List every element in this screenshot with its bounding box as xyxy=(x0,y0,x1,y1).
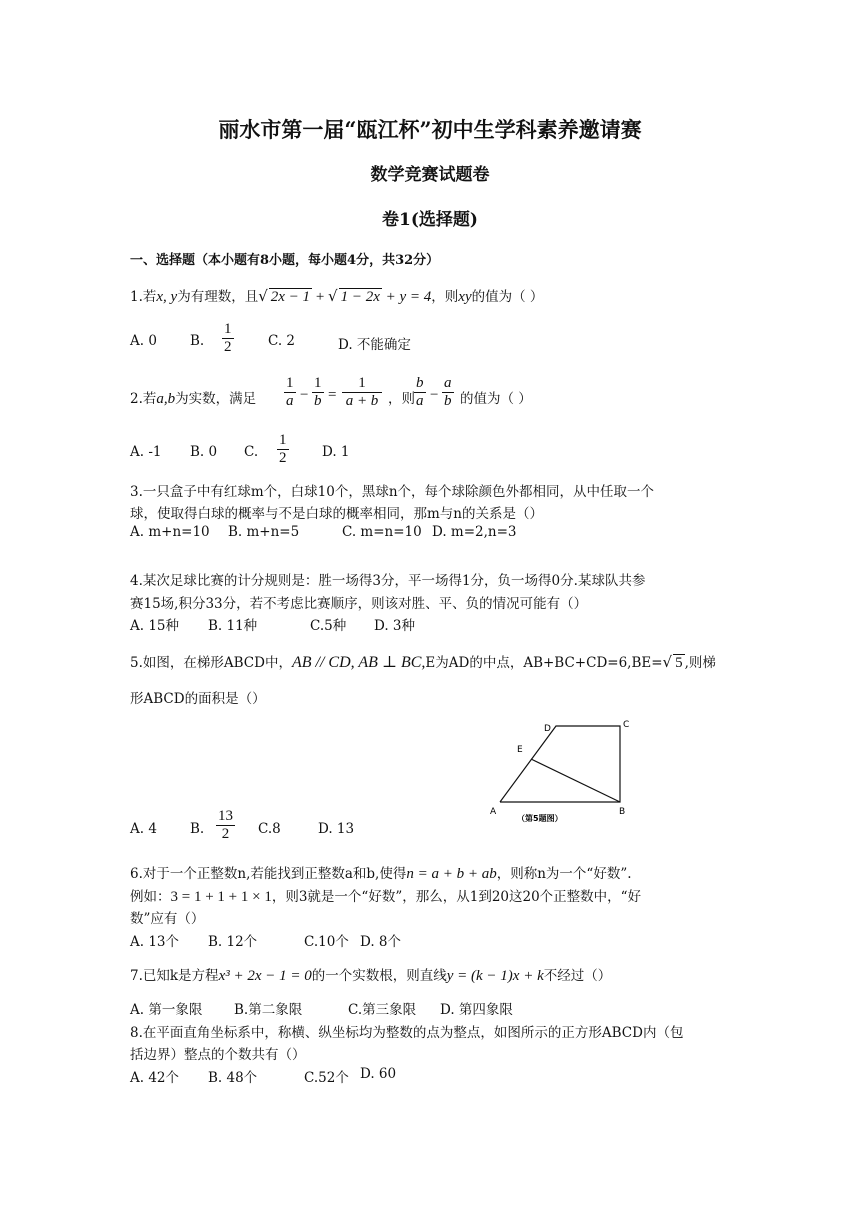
q8-option-c: C.52个 xyxy=(304,1070,349,1086)
question-7 xyxy=(130,964,611,985)
q2-fraction-1: $\frac{1}{a}$ xyxy=(286,375,294,409)
question-4-line-1: 4.某次足球比赛的计分规则是：胜一场得3分，平一场得1分，负一场得0分.某球队共参 xyxy=(130,573,646,589)
question-5-line-2: 形ABCD的面积是（） xyxy=(130,691,266,707)
q1-option-b: B. xyxy=(190,333,205,349)
q6-prefix: 6.对于一个正整数n,若能找到正整数a和b,使得 xyxy=(130,866,407,882)
q1-vars: x, y xyxy=(156,289,178,305)
q7-option-d: D. 第四象限 xyxy=(440,1002,513,1018)
q3-option-d: D. m=2,n=3 xyxy=(432,524,517,540)
q5-label-b: B xyxy=(619,807,626,817)
exam-subtitle: 数学竞赛试题卷 xyxy=(370,165,490,185)
q1-tail: + y = 4 xyxy=(381,289,432,305)
q4-option-c: C.5种 xyxy=(310,618,347,634)
q5-prefix: 5.如图，在梯形ABCD中， xyxy=(130,655,292,671)
q1-option-a: A. 0 xyxy=(130,333,157,349)
q1-xy: xy xyxy=(458,289,472,305)
q5-option-d: D. 13 xyxy=(318,821,355,837)
q5-label-a: A xyxy=(490,807,497,817)
q7-line-equation: y = (k − 1)x + k xyxy=(446,968,544,984)
q6-example-post: ，则3就是一个“好数”，那么，从1到20这20个正整数中，“好 xyxy=(271,889,642,905)
q1-radicand-2: 1 − 2x xyxy=(340,289,380,305)
question-3-line-1: 3.一只盒子中有红球m个，白球10个，黑球n个，每个球除颜色外都相同，从中任取一个 xyxy=(130,484,655,500)
q1-prefix: 1.若 xyxy=(130,289,157,305)
q2-vars: a,b xyxy=(156,391,176,407)
q2-fraction-4: $\frac{b}{a}$ xyxy=(416,375,424,409)
q5-label-c: C xyxy=(623,720,630,730)
question-3-line-2: 球，使取得白球的概率与不是白球的概率相同，那m与n的关系是（） xyxy=(130,506,543,522)
q5-figure-caption: （第5题图） xyxy=(517,814,563,823)
q6-example-prefix: 例如： xyxy=(130,889,171,905)
q5-radicand: 5 xyxy=(675,655,683,671)
q6-option-b: B. 12个 xyxy=(208,934,258,950)
q6-option-d: D. 8个 xyxy=(360,934,402,950)
exam-title: 丽水市第一届“瓯江杯”初中生学科素养邀请赛 xyxy=(218,117,642,142)
q8-option-b: B. 48个 xyxy=(208,1070,258,1086)
question-6-line-2 xyxy=(130,885,641,906)
q2-end: 的值为（ ） xyxy=(460,391,532,407)
q5-trapezoid-figure xyxy=(485,715,645,825)
q3-option-b: B. m+n=5 xyxy=(228,524,300,540)
q2-post: ，则 xyxy=(388,391,415,407)
question-1: 1.若x, y为有理数，且√ 2x − 1 + √ 1 − 2x + y = 4，则xy的值为（ ） xyxy=(130,287,544,305)
q5-label-d: D xyxy=(544,724,551,734)
q6-option-a: A. 13个 xyxy=(130,934,180,950)
q4-option-d: D. 3种 xyxy=(374,618,416,634)
q1-end: 的值为（ ） xyxy=(471,289,544,305)
question-8-line-1: 8.在平面直角坐标系中，称横、纵坐标均为整数的点为整点，如图所示的正方形ABCD内（包 xyxy=(130,1025,684,1041)
volume-label: 卷1(选择题) xyxy=(382,210,478,230)
q7-equation: x³ + 2x − 1 = 0 xyxy=(218,968,312,984)
question-6-line-1 xyxy=(130,862,632,883)
q3-option-a: A. m+n=10 xyxy=(130,524,210,540)
q2-mid: 为实数，满足 xyxy=(175,391,257,407)
q6-example-math: 3 = 1 + 1 + 1 × 1 xyxy=(170,889,272,905)
q2-option-c-fraction: $\frac{1}{2}$ xyxy=(279,432,287,466)
question-5-line-1: 5.如图，在梯形ABCD中，AB // CD, AB ⊥ BC,E为AD的中点，AB+BC+CD=6,BE=√ 5 ,则梯 xyxy=(130,653,716,671)
q7-option-c: C.第三象限 xyxy=(348,1002,417,1018)
q1-option-c: C. 2 xyxy=(268,333,296,349)
q5-post: ,则梯 xyxy=(684,655,716,671)
q5-mid: E为AD的中点，AB+BC+CD=6,BE= xyxy=(425,655,663,671)
q1-option-d: D. 不能确定 xyxy=(338,337,411,353)
q1-radicand-1: 2x − 1 xyxy=(270,289,311,305)
q7-post: 不经过（） xyxy=(543,968,612,984)
q7-mid: 的一个实数根，则直线 xyxy=(311,968,447,984)
q2-fraction-5: $\frac{a}{b}$ xyxy=(444,375,452,409)
q5-option-c: C.8 xyxy=(258,821,281,837)
question-8-line-2: 括边界）整点的个数共有（） xyxy=(130,1047,306,1063)
q2-prefix: 2.若 xyxy=(130,391,157,407)
q8-option-d: D. 60 xyxy=(360,1066,397,1082)
q7-option-b: B.第二象限 xyxy=(234,1002,303,1018)
q4-option-b: B. 11种 xyxy=(208,618,258,634)
q5-option-b: B. xyxy=(190,821,205,837)
q2-fraction-3: $\frac{1}{a + b}$ xyxy=(342,375,382,410)
q1-option-b-fraction: $\frac{1}{2}$ xyxy=(224,321,232,355)
q6-option-c: C.10个 xyxy=(304,934,349,950)
q1-mid: 为有理数，且 xyxy=(177,289,259,305)
q1-post: ，则 xyxy=(431,289,459,305)
q6-post: ，则称n为一个“好数”. xyxy=(496,866,632,882)
q2-option-d: D. 1 xyxy=(322,444,350,460)
q8-option-a: A. 42个 xyxy=(130,1070,180,1086)
section-heading: 一、选择题（本小题有8小题，每小题4分，共32分） xyxy=(130,253,440,268)
q5-option-b-fraction: $\frac{13}{2}$ xyxy=(218,808,233,842)
q5-math: AB // CD, AB ⊥ BC, xyxy=(291,654,426,671)
q2-fraction-2: $\frac{1}{b}$ xyxy=(314,375,322,409)
q3-option-c: C. m=n=10 xyxy=(342,524,422,540)
q2-option-a: A. -1 xyxy=(130,444,162,460)
q6-math: n = a + b + ab xyxy=(406,866,497,882)
q2-option-b: B. 0 xyxy=(190,444,218,460)
q7-option-a: A. 第一象限 xyxy=(130,1002,203,1018)
q5-label-e: E xyxy=(517,745,523,755)
question-6-line-3: 数”应有（） xyxy=(130,911,205,927)
question-4-line-2: 赛15场,积分33分，若不考虑比赛顺序，则该对胜、平、负的情况可能有（） xyxy=(130,596,588,612)
q4-option-a: A. 15种 xyxy=(130,618,180,634)
q2-option-c: C. xyxy=(244,444,259,460)
q5-option-a: A. 4 xyxy=(130,821,157,837)
q7-prefix: 7.已知k是方程 xyxy=(130,968,219,984)
